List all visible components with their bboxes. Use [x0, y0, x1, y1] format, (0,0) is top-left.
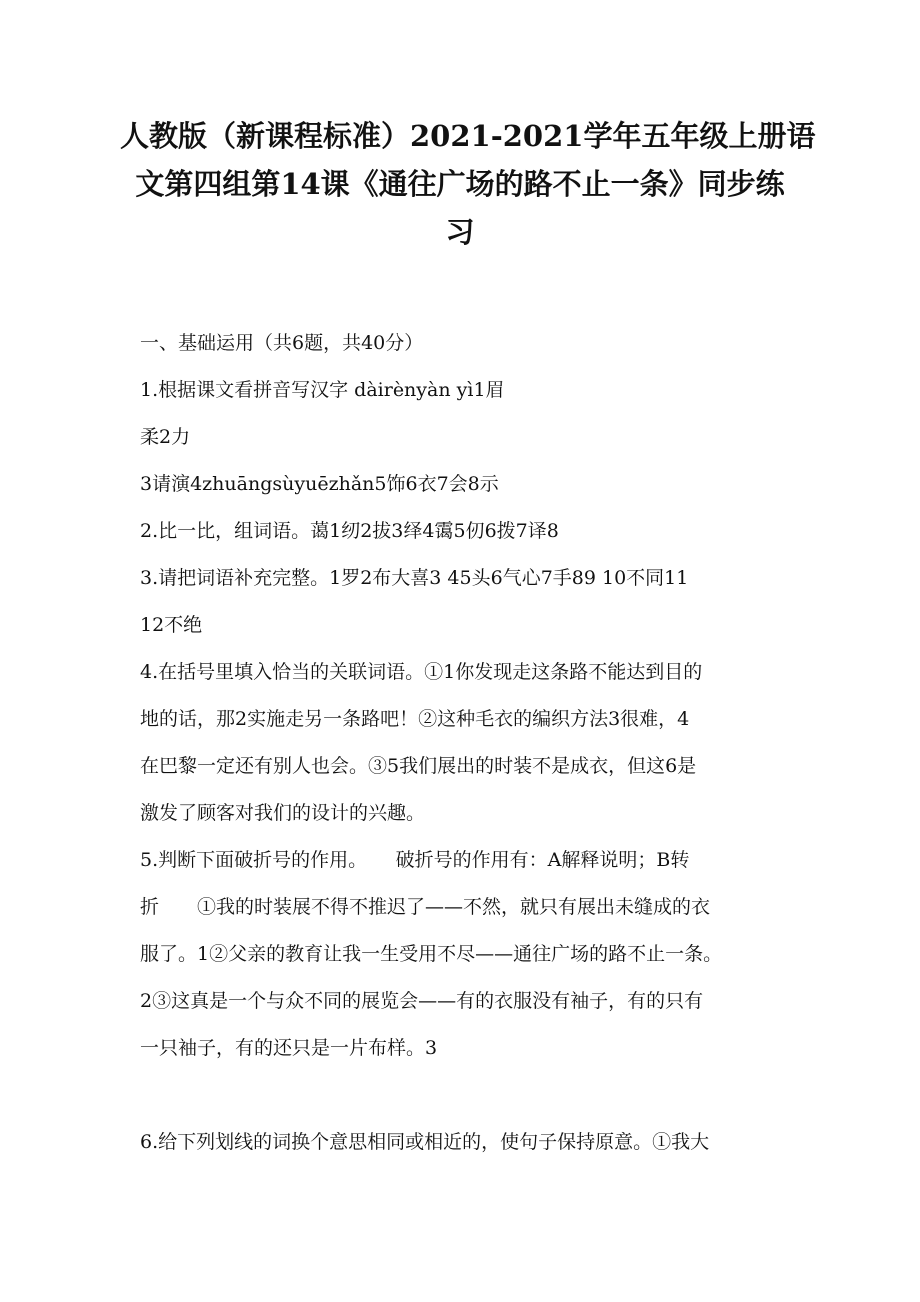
body-line: 柔2力	[140, 426, 191, 448]
title-line: 习	[445, 215, 475, 249]
document-body	[140, 320, 790, 1166]
title-line: 人教版（新课程标准）2021-2021学年五年级上册语	[120, 119, 816, 153]
body-line: 3.请把词语补充完整。1罗2布大喜3 45头6气心7手89 10不同11	[140, 567, 689, 589]
blank-line	[140, 1072, 790, 1119]
body-line: 5.判断下面破折号的作用。 破折号的作用有：A解释说明；B转	[140, 849, 690, 871]
body-line: 一只袖子，有的还只是一片布样。3	[140, 1037, 438, 1059]
body-line: 2③这真是一个与众不同的展览会——有的衣服没有袖子，有的只有	[140, 990, 704, 1012]
body-line: 1.根据课文看拼音写汉字 dàirènyàn yì1眉	[140, 379, 505, 401]
body-line: 3请演4zhuāngsùyuēzhǎn5饰6衣7会8示	[140, 473, 499, 495]
body-line: 2.比一比，组词语。蔼1纫2拔3绎4霭5仞6拨7译8	[140, 520, 559, 542]
body-line: 折 ①我的时装展不得不推迟了——不然，就只有展出未缝成的衣	[140, 896, 711, 918]
body-line: 4.在括号里填入恰当的关联词语。①1你发现走这条路不能达到目的	[140, 661, 703, 683]
body-line: 地的话，那2实施走另一条路吧！②这种毛衣的编织方法3很难，4	[140, 708, 690, 730]
section-heading: 一、基础运用（共6题，共40分）	[140, 332, 424, 354]
body-line: 激发了顾客对我们的设计的兴趣。	[140, 802, 426, 824]
body-line: 在巴黎一定还有别人也会。③5我们展出的时装不是成衣，但这6是	[140, 755, 697, 777]
body-line: 服了。1②父亲的教育让我一生受用不尽——通往广场的路不止一条。	[140, 943, 723, 965]
body-line: 6.给下列划线的词换个意思相同或相近的，使句子保持原意。①我大	[140, 1131, 710, 1153]
title-line: 文第四组第14课《通往广场的路不止一条》同步练	[135, 167, 785, 201]
body-line: 12不绝	[140, 614, 203, 636]
document-title	[120, 112, 816, 256]
